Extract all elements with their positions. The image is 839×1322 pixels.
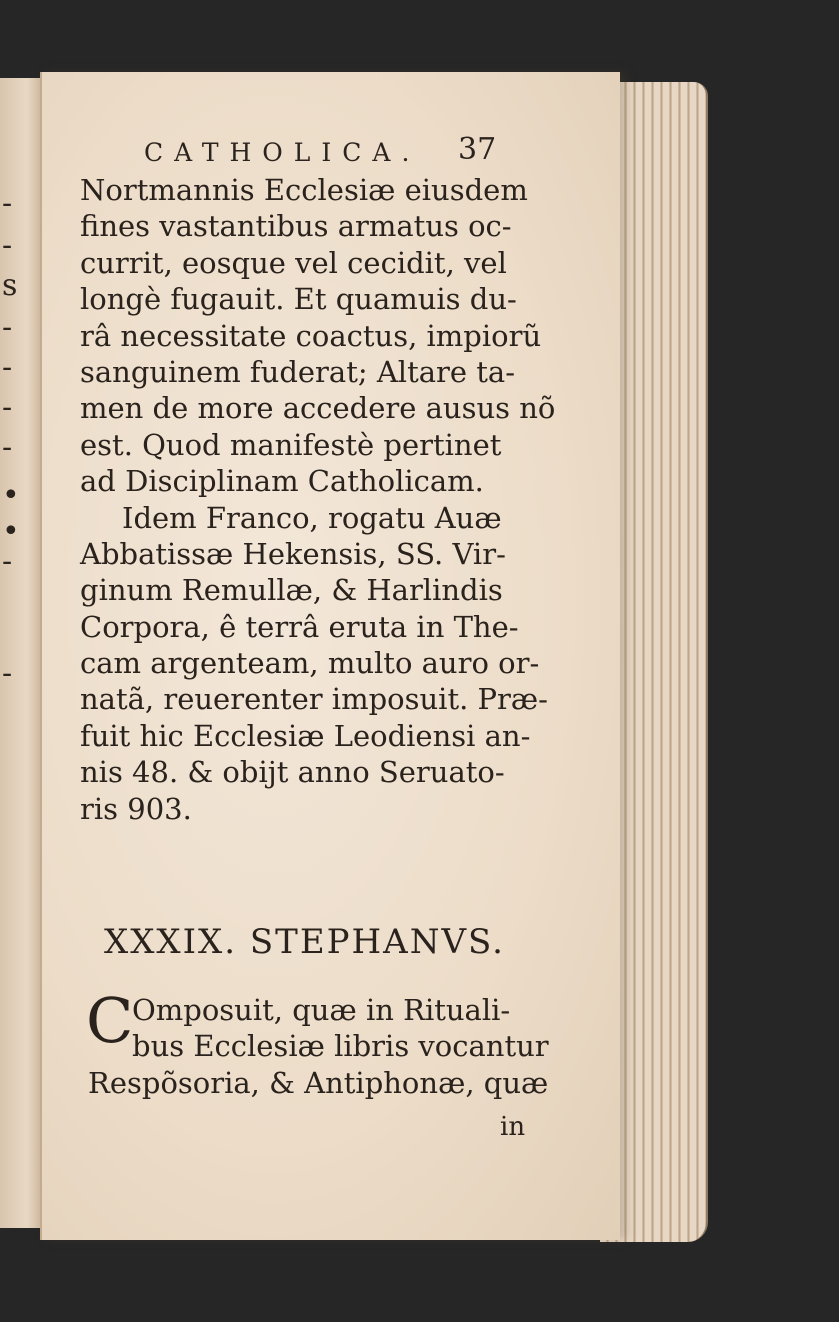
facing-page-fragment: - — [2, 228, 13, 263]
text-line: natã, reuerenter imposuit. Præ- — [80, 682, 548, 717]
book-page — [40, 72, 620, 1240]
text-line: fines vastantibus armatus oc- — [80, 209, 512, 244]
facing-page-fragment: - — [2, 350, 13, 385]
text-line: fuit hic Ecclesiæ Leodiensi an- — [80, 718, 531, 753]
text-line: nis 48. & obijt anno Seruato- — [80, 755, 505, 790]
text-line: sanguinem fuderat; Altare ta- — [80, 354, 515, 389]
text-line: ad Disciplinam Catholicam. — [80, 464, 484, 499]
facing-page-fragment: - — [2, 310, 13, 345]
catchword: in — [500, 1112, 526, 1142]
page-number: 37 — [458, 132, 497, 167]
facing-page-fragment: • — [2, 478, 20, 513]
facing-page-fragment: - — [2, 390, 13, 425]
text-line: bus Ecclesiæ libris vocantur — [132, 1029, 549, 1064]
text-line: ginum Remullæ, & Harlindis — [80, 573, 503, 608]
body-text — [80, 172, 556, 827]
text-line: Omposuit, quæ in Rituali- — [132, 993, 511, 1027]
text-line: Corpora, ê terrâ eruta in The- — [80, 609, 519, 644]
text-line: men de more accedere ausus nõ — [80, 391, 556, 426]
facing-page-fragment: - — [2, 430, 13, 465]
paragraph — [86, 984, 568, 1101]
facing-page-fragment: - — [2, 656, 13, 691]
facing-page-fragment: - — [2, 186, 13, 221]
facing-page-edge — [0, 78, 45, 1228]
facing-page-fragment: • — [2, 514, 20, 549]
text-line: currit, eosque vel cecidit, vel — [80, 245, 507, 280]
running-head: CATHOLICA. — [144, 138, 421, 167]
text-line: ris 903. — [80, 791, 192, 826]
text-line: Abbatissæ Hekensis, SS. Vir- — [80, 536, 506, 571]
text-line: est. Quod manifestè pertinet — [80, 427, 502, 462]
facing-page-fragment: - — [2, 544, 13, 579]
text-line: Respõsoria, & Antiphonæ, quæ — [88, 1065, 549, 1100]
text-line: Nortmannis Ecclesiæ eiusdem — [80, 173, 528, 207]
drop-cap: C — [86, 984, 134, 1057]
text-line: râ necessitate coactus, impiorũ — [80, 318, 542, 353]
section-title: XXXIX. STEPHANVS. — [104, 922, 505, 962]
text-line: longè fugauit. Et quamuis du- — [80, 282, 517, 317]
text-line: Idem Franco, rogatu Auæ — [122, 500, 502, 535]
text-line: cam argenteam, multo auro or- — [80, 646, 540, 681]
facing-page-fragment: s — [2, 268, 18, 303]
